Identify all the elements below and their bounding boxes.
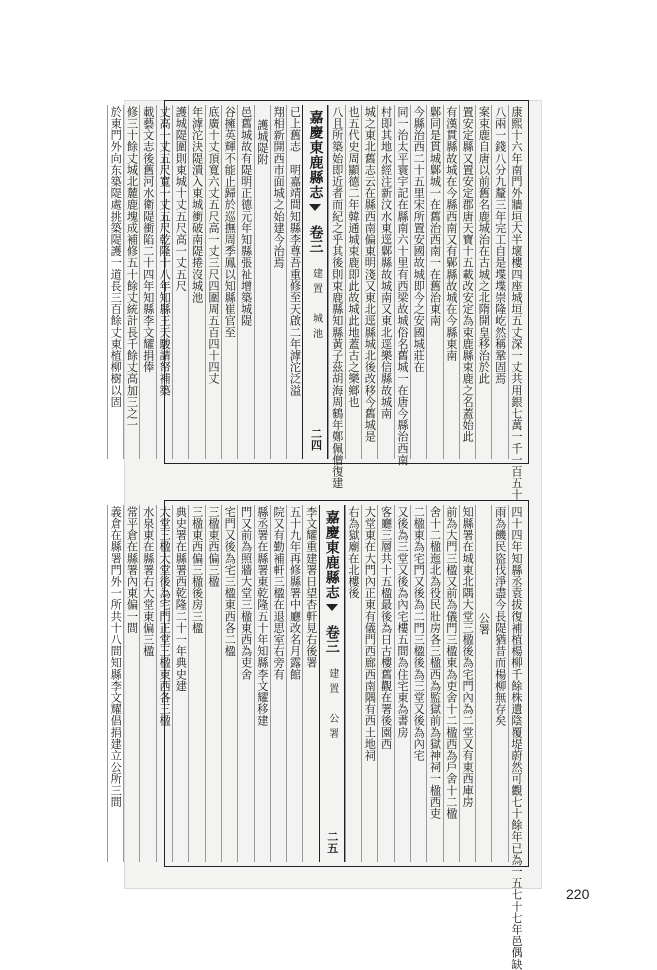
text-column: 載藝文志後舊河水衛隄衝陷二十四年知縣李文耀捐俸 xyxy=(139,105,155,459)
text-column: 三楹東西偏三楹後房三楹 xyxy=(188,505,204,862)
text-column: 前為大門三楹又前為儀門三楹東為吏舍十二楹西為戶舍十二楹 xyxy=(443,505,459,862)
banner-page-number: 二四 xyxy=(309,428,323,451)
text-column: 已上舊志 明嘉靖間知縣李尊吾重修至天啟二年滹沱泛溢 xyxy=(286,105,302,459)
text-column: 鄡同是貫城鄡城一在舊治西南一在舊治東南 xyxy=(426,105,442,459)
text-column: 舍十二楹迤北為役民壯房各三楹西為監獄前為獄神祠一楹西吏 xyxy=(426,505,442,862)
text-column: 院又有勤補軒三楹在退思室右旁有 xyxy=(270,505,286,862)
lower-page-columns xyxy=(109,505,524,970)
text-column: 置安定縣又置安定郡唐天寶十五載改安定為束鹿縣束鹿之名蓋始此 xyxy=(459,105,475,459)
banner-volume: 卷三 xyxy=(323,625,340,654)
text-column: 村即其地水經注新汶水東逕鄡縣故城南又東北逕樂信縣故城南 xyxy=(377,105,393,459)
text-column: 義倉在縣署門外一所共十八間知縣李文耀倡捐建立公所三間 xyxy=(107,505,123,862)
text-column: 又後為三堂又後為內宅樓五間為住宅東為書房 xyxy=(394,505,410,862)
text-column: 李文耀重建署日望杏軒見右後署 xyxy=(302,505,318,862)
text-column: 常平倉在縣署內東偏一間 xyxy=(123,505,139,862)
text-column: 八且所築始即近者而紀之乎其後則束鹿縣知縣黃子茲胡海周鶴年鄭佩僧復建 xyxy=(328,105,344,459)
text-column: 三楹東西偏三楹 xyxy=(205,505,221,862)
text-column: 同一治太平寰宇記在縣南六十里有西梁故城俗名舊城一在唐今縣治西南 xyxy=(394,105,410,459)
text-column: 翔相新開西市面城之始建今治焉 xyxy=(270,105,286,459)
text-column: 雨為饑民盜伐淨盡今長隄猶昔而楊柳無存矣 xyxy=(491,505,507,862)
text-column: 也五代史周顯德二年韓通城束鹿即此故城此地蓋古之樂鄉也 xyxy=(345,105,361,459)
text-column: 邑舊城故有隄明正德元年知縣張祉增築城隄 xyxy=(237,105,253,459)
text-column: 城之東北舊志云在縣西南偏東明淺又東北逕縣城北後改移今舊城是 xyxy=(361,105,377,459)
text-column: 右為獄廟在北樓後 xyxy=(345,505,361,862)
banner-section: 建置 公署 xyxy=(326,667,338,743)
text-column: 大堂三楹大堂後為宅門正堂三楹東西各三楹 xyxy=(156,505,172,862)
text-column: 典史署在縣署西乾隆二十一年典史建 xyxy=(172,505,188,862)
text-column: 今縣治西二十五里宋所置安國故城即今之安國城莊在 xyxy=(410,105,426,459)
fishtail-mark-icon xyxy=(326,604,338,611)
lower-banner xyxy=(319,505,345,862)
fishtail-mark-icon xyxy=(309,204,321,211)
text-column: 水泉東在縣署右大堂東偏三楹 xyxy=(139,505,155,862)
banner-book-title: 嘉慶東鹿縣志 xyxy=(323,510,340,600)
text-column: 修三十餘丈城北麓鹿塊成補修五十餘丈統計長千餘丈高加三之一 xyxy=(123,105,139,459)
text-column: 宅門又後為宅三楹東西各二楹 xyxy=(221,505,237,862)
upper-page-columns xyxy=(109,105,524,501)
banner-book-title: 嘉慶東鹿縣志 xyxy=(307,110,324,200)
text-column: 八兩一錢八分九釐三年完工自是堞堞崇隆屹然稱鞏固焉 xyxy=(491,105,507,459)
text-column: 谷擁英輝不能止歸於巡撫周季鳳以知縣崔官至 xyxy=(221,105,237,459)
text-column: 底廣十丈頂寬六丈五尺高一丈三尺四圍周五百四十四丈 xyxy=(205,105,221,459)
text-column: 門又前為照牆大堂三楹東西為吏舍 xyxy=(237,505,253,862)
lower-page xyxy=(109,500,529,970)
text-column: 於東門外向东築隄處挑築隄護一道長三百餘丈東植柳樹以固 xyxy=(107,105,123,459)
upper-page xyxy=(109,100,529,501)
text-column: 康熙十六年南門外牆垣大半壞樓四座城垣五丈深一丈共用銀七萬一千一百五十 xyxy=(508,105,524,459)
banner-section: 建置 城池 xyxy=(310,267,322,343)
text-column: 客廳三層共十五楹最後為日古樓舊觀在署後園西 xyxy=(377,505,393,862)
text-column: 護城隄附 xyxy=(254,105,270,459)
text-column: 縣丞署在縣署東乾隆五十年知縣李文耀移建 xyxy=(254,505,270,862)
text-column: 四十四年知縣丞袁拔復補植楊柳千餘株遺陰覆堤蔚然可觀七十餘年已為一五七十七年邑偶缺 xyxy=(508,505,524,862)
upper-banner xyxy=(302,105,328,459)
text-column: 知縣署在城東北隅大堂三楹後為宅門內為二堂又有東西庫房 xyxy=(459,505,475,862)
text-column: 年滹沱決隄潰入東城衝破南隄捲沒城池 xyxy=(188,105,204,459)
text-column: 丈高一丈五尺寬一丈五尺乾隆十八年知縣王天駿請帑補築 xyxy=(156,105,172,459)
banner-volume: 卷三 xyxy=(307,225,324,254)
text-column: 護城隄圍則東城十丈五尺高一丈五尺 xyxy=(172,105,188,459)
text-column: 五十九年再修縣署中廳改名月露館 xyxy=(286,505,302,862)
text-column: 二楹東為宅門又後為二門三楹後為三堂又後為內宅 xyxy=(410,505,426,862)
text-column: 公署 xyxy=(475,505,491,862)
banner-page-number: 二五 xyxy=(325,831,339,854)
text-column: 案束鹿自唐以前舊名鹿城治在古城之北隋開皇移治於此 xyxy=(475,105,491,459)
scan-page-number: 220 xyxy=(566,886,590,902)
text-column: 大堂東在大門內正東有儀門西廊西南隅有西土地祠 xyxy=(361,505,377,862)
text-column: 有漢貫縣故城在今縣西南又有鄡縣故城在今縣東南 xyxy=(443,105,459,459)
